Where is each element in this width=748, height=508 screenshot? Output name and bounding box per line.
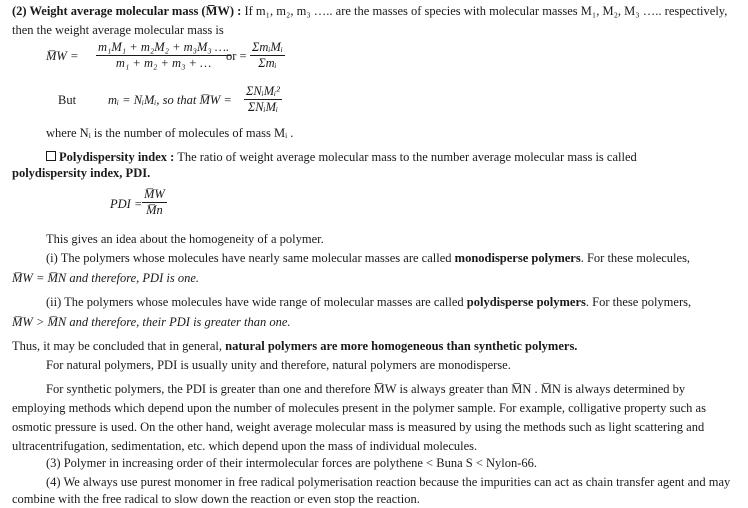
but-label: But bbox=[58, 93, 77, 107]
monodisperse-term: monodisperse polymers bbox=[454, 251, 581, 265]
pdi-fraction bbox=[142, 187, 167, 218]
section-2-heading: (2) Weight average molecular mass (M̅W) : bbox=[12, 4, 242, 18]
pdi-definition bbox=[46, 149, 736, 165]
point-i-rest: . For these molecules, bbox=[580, 251, 691, 265]
point-i-text: (i) The polymers whose molecules have nearly same molecular masses are called bbox=[46, 251, 452, 265]
but-expression: mᵢ = NᵢMᵢ, so that M̅W = bbox=[108, 93, 232, 107]
where-note: where Nᵢ is the number of molecules of mass Mᵢ . bbox=[46, 126, 294, 140]
weight-average-intro: then the weight average molecular mass is bbox=[12, 23, 224, 37]
mw-fraction-number bbox=[244, 84, 282, 115]
pdi-title: Polydispersity index : bbox=[59, 150, 175, 164]
pdi-lhs: PDI = bbox=[110, 197, 143, 211]
mw-fraction-sum bbox=[250, 40, 285, 71]
pdi-term: polydispersity index, PDI. bbox=[12, 166, 151, 180]
section-2-first-line bbox=[12, 3, 736, 19]
fraction-numerator: M̅W bbox=[144, 187, 165, 201]
fraction-numerator: ΣmᵢMᵢ bbox=[252, 40, 283, 54]
point-i-equation: M̅W = M̅N and therefore, PDI is one. bbox=[12, 271, 199, 285]
masses-definition: If m₁, m₂, m₃ ….. are the masses of species with molecular masses M₁, M₂, M₃ ….. respectively, bbox=[244, 4, 728, 18]
mw-fraction-expanded bbox=[96, 40, 231, 71]
polydisperse-term: polydisperse polymers bbox=[466, 295, 586, 309]
pdi-text: The ratio of weight average molecular mass to the number average molecular mass is called bbox=[177, 150, 637, 164]
conclusion-lead: Thus, it may be concluded that in general, bbox=[12, 339, 223, 353]
fraction-denominator: M̅n bbox=[146, 203, 163, 217]
fraction-numerator: m₁M₁ + m₂M₂ + m₃M₃ …. bbox=[98, 40, 230, 54]
fraction-denominator: m₁ + m₂ + m₃ + … bbox=[115, 56, 212, 70]
fraction-denominator: ΣNᵢMᵢ bbox=[247, 100, 279, 114]
point-ii-equation: M̅W > M̅N and therefore, their PDI is greater than one. bbox=[12, 315, 291, 329]
point-ii bbox=[46, 294, 736, 310]
conclusion-line bbox=[12, 338, 736, 354]
homogeneity-note: This gives an idea about the homogeneity of a polymer. bbox=[46, 232, 324, 246]
point-3: (3) Polymer in increasing order of their intermolecular forces are polythene < Buna S < Nylon-66. bbox=[46, 456, 538, 470]
or-equals: or = bbox=[226, 49, 247, 63]
synthetic-polymers-paragraph: For synthetic polymers, the PDI is greater than one and therefore M̅W is always greater than M̅N . M̅N is always determined by employing methods which depend upon the number of molecules present in the polymer sample. For example, colligative property such as osmotic pressure is used. On the other hand, weight average molecular mass is measured by using the methods such as light scattering and ultracentrifugation, sedimentation, etc. which depend upon the mass of individual molecules. bbox=[12, 382, 706, 453]
mw-lhs: M̅W = bbox=[46, 49, 79, 63]
point-ii-text: (ii) The polymers whose molecules have wide range of molecular masses are called bbox=[46, 295, 464, 309]
fraction-denominator: Σmᵢ bbox=[258, 56, 277, 70]
natural-polymers-note: For natural polymers, PDI is usually unity and therefore, natural polymers are monodisperse. bbox=[46, 358, 511, 372]
checkbox-square-icon bbox=[46, 151, 56, 161]
fraction-numerator: ΣNᵢMᵢ² bbox=[246, 84, 280, 98]
pdi-term-line bbox=[12, 165, 736, 181]
point-ii-rest: . For these polymers, bbox=[585, 295, 692, 309]
point-i bbox=[46, 250, 736, 266]
point-4: (4) We always use purest monomer in free radical polymerisation reaction because the impurities can act as chain transfer agent and may combine with the free radical to slow down the reaction or even stop the reaction. bbox=[12, 475, 731, 506]
conclusion-bold: natural polymers are more homogeneous than synthetic polymers. bbox=[225, 339, 578, 353]
